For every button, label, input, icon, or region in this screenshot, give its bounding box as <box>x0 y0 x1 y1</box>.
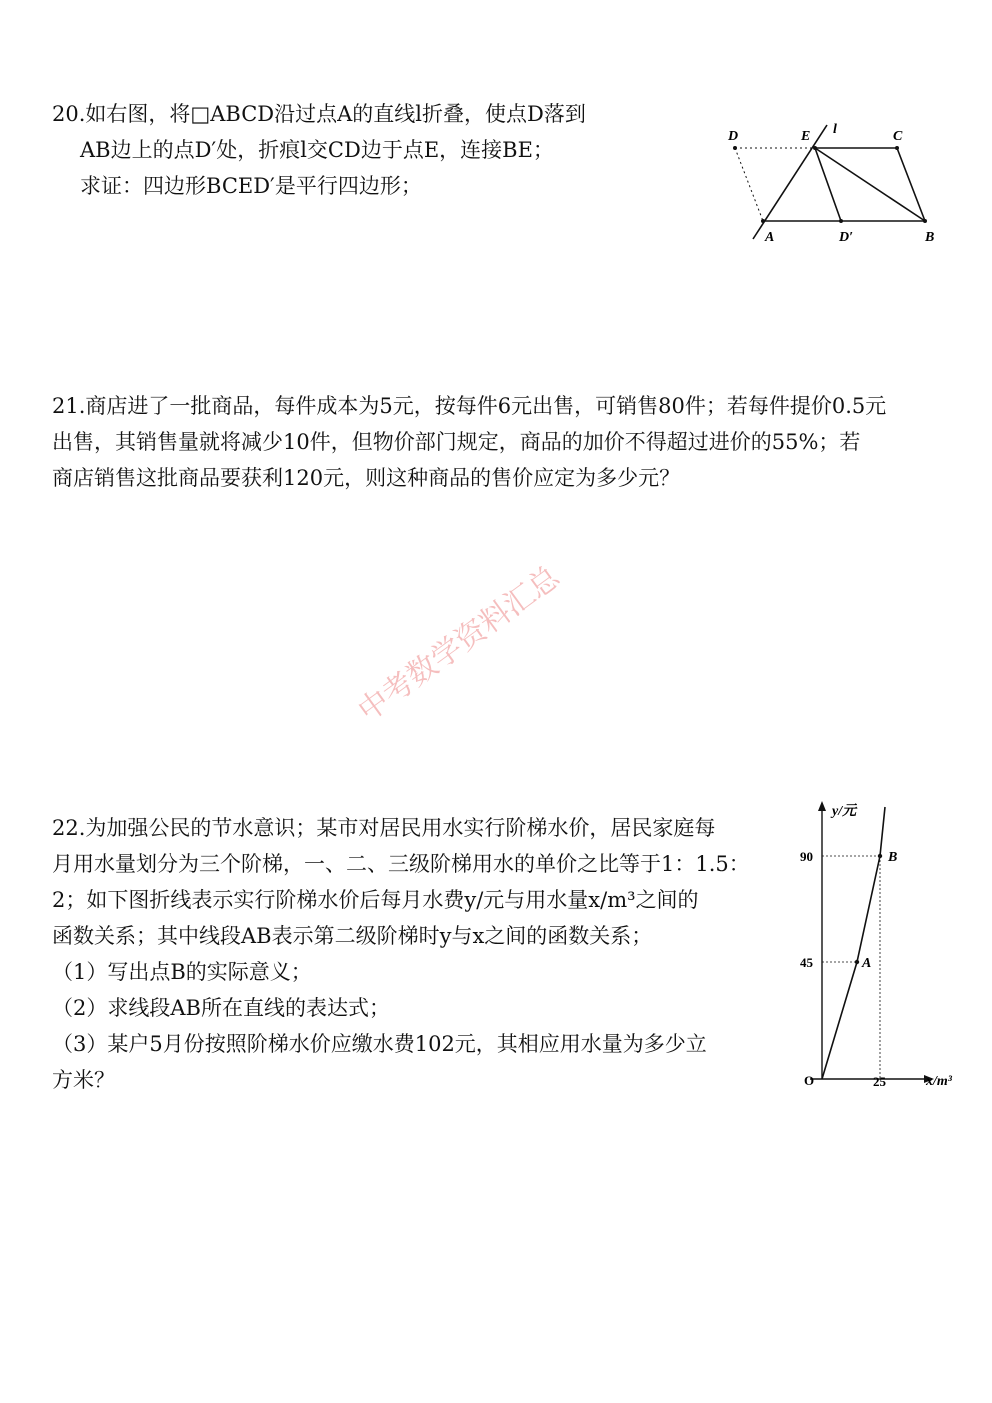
point-A-marker <box>855 960 859 964</box>
y-tick-90: 90 <box>800 849 813 864</box>
y-axis-label: y/元 <box>832 804 857 819</box>
watermark: 中考数学资料汇总 <box>351 559 567 729</box>
x-tick-25: 25 <box>873 1074 886 1089</box>
dashed-segment-DA <box>735 148 763 221</box>
problem-20 <box>52 96 692 204</box>
problem-22-question-2: （2）求线段AB所在直线的表达式； <box>52 996 390 1020</box>
problem-22-question-3: （3）某户5月份按照阶梯水价应缴水费102元，其相应用水量为多少立 <box>52 1032 707 1056</box>
y-axis-arrow <box>818 801 826 811</box>
problem-21-line-3: 商店销售这批商品要获利120元，则这种商品的售价应定为多少元？ <box>52 466 681 490</box>
y-tick-45: 45 <box>800 955 813 970</box>
origin-label: O <box>804 1073 815 1088</box>
problem-21-line-2: 出售，其销售量就将减少10件，但物价部门规定，商品的加价不得超过进价的55%；若 <box>52 430 861 454</box>
segment-EB <box>815 148 925 221</box>
problem-22-line-3: 2；如下图折线表示实行阶梯水价后每月水费y/元与用水量x/m³之间的 <box>52 888 699 912</box>
water-fee-graph <box>790 795 970 1100</box>
problem-20-line-1: 20.如右图，将□ABCD沿过点A的直线l折叠，使点D落到 <box>52 102 586 126</box>
problem-20-line-3: 求证：四边形BCED′是平行四边形； <box>80 174 422 198</box>
label-D-prime: D′ <box>839 230 854 245</box>
problem-20-line-2: AB边上的点D′处，折痕l交CD边于点E，连接BE； <box>80 138 554 162</box>
parallelogram-figure <box>715 115 955 250</box>
label-D: D <box>728 129 739 144</box>
problem-22-question-1: （1）写出点B的实际意义； <box>52 960 312 984</box>
label-point-A: A <box>862 956 872 971</box>
segment-ED-prime <box>815 148 841 221</box>
problem-22-question-3-cont: 方米？ <box>52 1068 115 1092</box>
problem-21-line-1: 21.商店进了一批商品，每件成本为5元，按每件6元出售，可销售80件；若每件提价0.5元 <box>52 394 887 418</box>
label-l: l <box>833 122 837 137</box>
x-axis-label: x/m³ <box>926 1074 952 1089</box>
problem-22 <box>52 810 782 1098</box>
fee-polyline <box>822 807 885 1079</box>
problem-22-line-2: 月用水量划分为三个阶梯，一、二、三级阶梯用水的单价之比等于1：1.5： <box>52 852 750 876</box>
label-point-B: B <box>888 850 898 865</box>
problem-22-line-4: 函数关系；其中线段AB表示第二级阶梯时y与x之间的函数关系； <box>52 924 653 948</box>
label-B: B <box>925 230 935 245</box>
label-C: C <box>893 129 903 144</box>
segment-CB <box>897 148 925 221</box>
point-B-marker <box>878 854 882 858</box>
problem-22-line-1: 22.为加强公民的节水意识；某市对居民用水实行阶梯水价，居民家庭每 <box>52 816 716 840</box>
problem-21 <box>52 388 942 496</box>
label-A: A <box>765 230 775 245</box>
label-E: E <box>801 129 811 144</box>
